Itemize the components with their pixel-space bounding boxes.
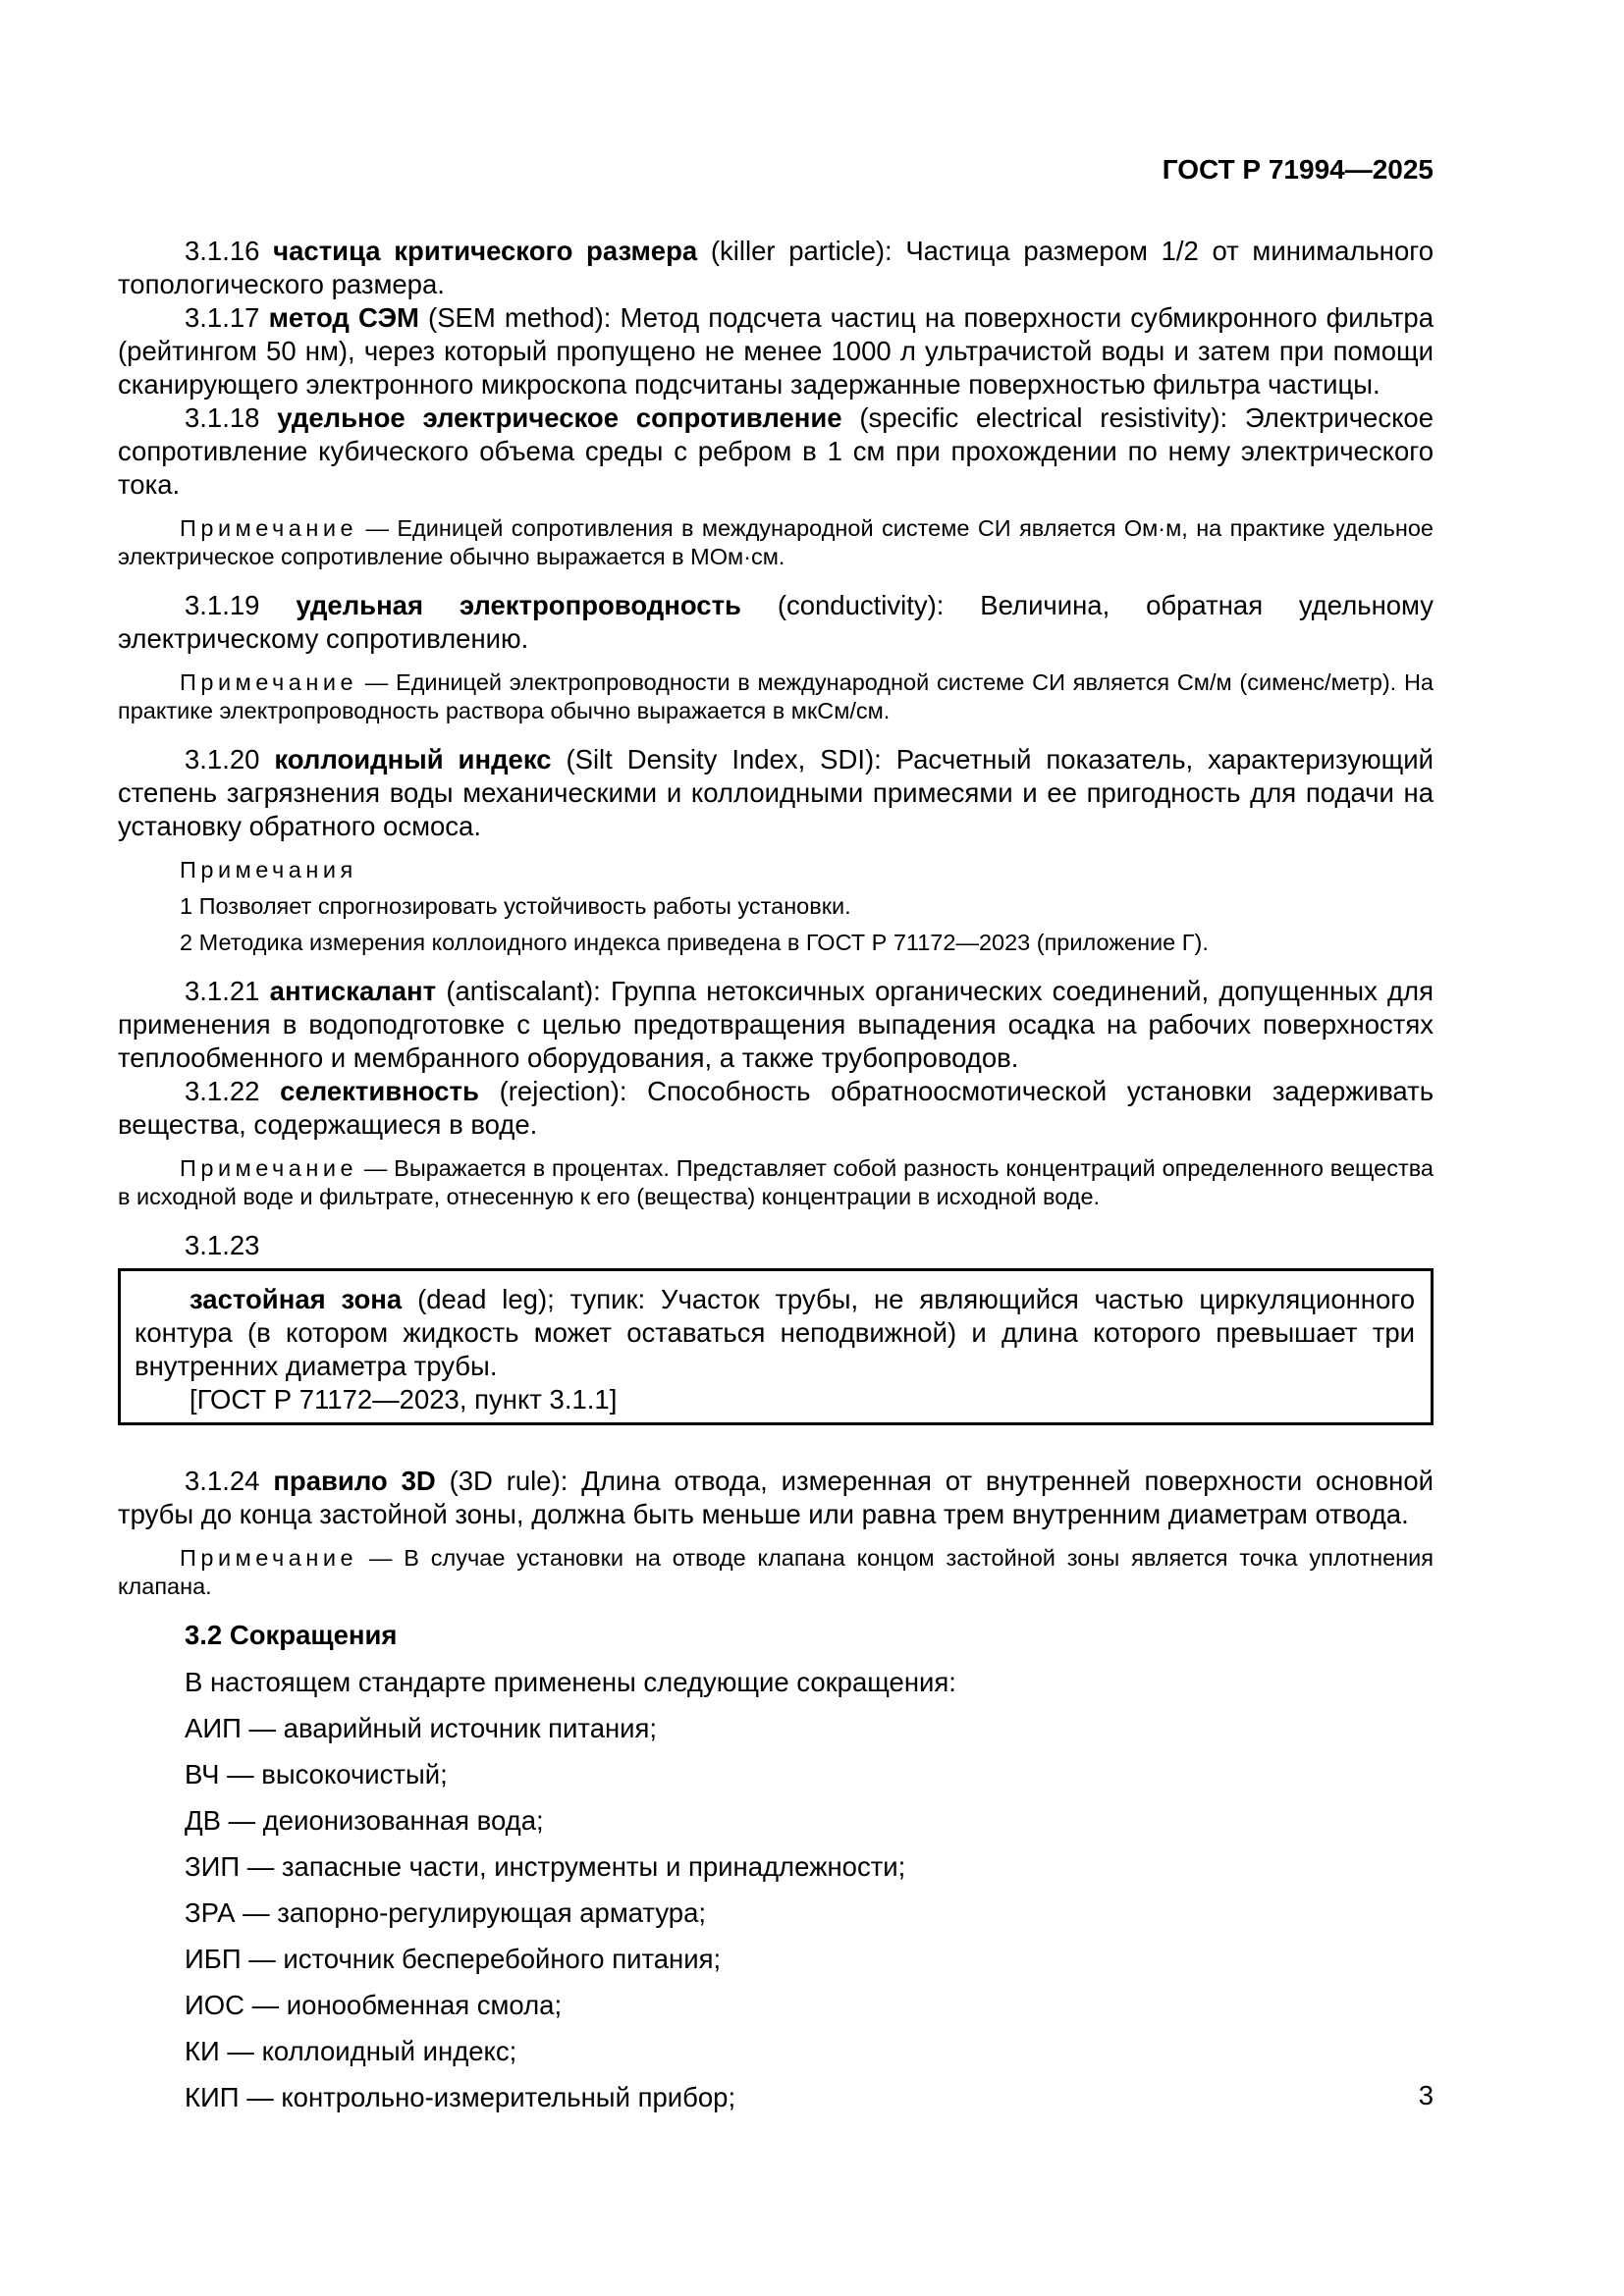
running-header: ГОСТ Р 71994—2025 [1162,154,1434,185]
term-number: 3.1.18 [185,402,260,433]
term-name: удельная электропроводность [296,590,741,620]
term-name: частица критического размера [273,236,698,266]
note-text: — В случае установки на отводе клапана концом застойной зоны является точка уплотнения клапана. [118,1545,1435,1599]
term-name: коллоидный индекс [274,744,552,774]
abbreviation-item-kip: КИП — контрольно-измерительный прибор; [185,2082,736,2112]
note-label: Примечание [180,515,358,541]
note-label: Примечание [180,1155,358,1181]
note-label: Примечание [180,669,358,695]
quote-definition-paragraph [135,1283,1415,1383]
term-name: метод СЭМ [268,302,419,333]
term-paragraph-3-1-21 [118,975,1434,1075]
term-number: 3.1.16 [185,236,260,266]
term-number: 3.1.22 [185,1076,260,1106]
term-definition: (specific electrical resistivity): Электрическое сопротивление кубического объема среды с ребром в 1 см при прохождении по нему электрического тока. [118,402,1435,500]
term-name: правило 3D [273,1466,436,1496]
page-number: 3 [1418,2080,1434,2110]
abbreviation-item-aip: АИП — аварийный источник питания; [185,1713,658,1743]
note-text: — Выражается в процентах. Представляет собой разность концентраций определенного вещества в исходной воде и фильтрате, отнесенную к его (вещества) концентрации в исходной воде. [118,1155,1435,1209]
term-number: 3.1.21 [185,976,260,1006]
quote-source: [ГОСТ Р 71172—2023, пункт 3.1.1] [189,1384,618,1415]
term-number: 3.1.24 [185,1466,260,1496]
note-rule3d [118,1544,1434,1601]
note-conductivity [118,668,1434,725]
term-number: 3.1.17 [185,302,260,333]
quote-definition: (dead leg); тупик: Участок трубы, не являющийся частью циркуляционного контура (в котором жидкость может оставаться неподвижной) и длина которого превышает три внутренних диаметра трубы. [135,1284,1416,1381]
section-heading-abbreviations: 3.2 Сокращения [185,1620,398,1650]
quote-term-name: застойная зона [189,1284,403,1314]
abbreviation-item-zip: ЗИП — запасные части, инструменты и принадлежности; [185,1851,906,1882]
abbreviation-item-zra: ЗРА — запорно-регулирующая арматура; [185,1897,706,1928]
term-definition: (antiscalant): Группа нетоксичных органических соединений, допущенных для применения в водоподготовке с целью предотвращения выпадения осадка на рабочих поверхностях теплообменного и мембранного оборудования, а также трубопроводов. [118,976,1434,1073]
term-paragraph-3-1-19 [118,589,1434,656]
term-paragraph-3-1-17 [118,301,1434,401]
abbreviation-item-ki: КИ — коллоидный индекс; [185,2036,517,2066]
term-definition: (Silt Density Index, SDI): Расчетный показатель, характеризующий степень загрязнения воды механическими и коллоидными примесями и ее пригодность для подачи на установку обратного осмоса. [118,744,1435,841]
abbreviation-item-ibp: ИБП — источник бесперебойного питания; [185,1944,722,1974]
term-definition: (rejection): Способность обратноосмотической установки задерживать вещества, содержащиеся в воде. [118,1076,1435,1140]
term-definition: (killer particle): Частица размером 1/2 от минимального топологического размера. [118,236,1435,299]
term-paragraph-3-1-18 [118,401,1434,502]
term-name: удельное электрическое сопротивление [277,402,842,433]
abbreviations-intro: В настоящем стандарте применены следующие сокращения: [185,1667,956,1697]
term-definition: (3D rule): Длина отвода, измеренная от внутренней поверхности основной трубы до конца застойной зоны, должна быть меньше или равна трем внутренним диаметрам отвода. [118,1466,1435,1529]
abbreviation-item-dv: ДВ — деионизованная вода; [185,1805,544,1836]
note-item-1: 1 Позволяет спрогнозировать устойчивость работы установки. [180,893,851,919]
term-definition: (conductivity): Величина, обратная удельному электрическому сопротивлению. [118,590,1435,654]
term-number: 3.1.20 [185,744,260,774]
note-resistivity [118,514,1434,571]
note-rejection [118,1154,1434,1211]
notes-group-sdi [118,856,1434,957]
abbreviation-item-vch: ВЧ — высокочистый; [185,1759,448,1789]
term-definition: (SEM method): Метод подсчета частиц на поверхности субмикронного фильтра (рейтингом 50 нм), через который пропущено не менее 1000 л ультрачистой воды и затем при помощи сканирующего электронного микроскопа подсчитаны задержанные поверхностью фильтра частицы. [118,302,1435,400]
quote-box [118,1268,1434,1425]
term-name: селективность [280,1076,479,1106]
term-paragraph-3-1-24 [118,1465,1434,1531]
note-label: Примечания [180,857,357,882]
term-number-3-1-23: 3.1.23 [185,1230,260,1260]
term-paragraph-3-1-22 [118,1075,1434,1142]
term-name: антискалант [269,976,437,1006]
note-label: Примечание [180,1545,358,1571]
note-item-2: 2 Методика измерения коллоидного индекса приведена в ГОСТ Р 71172—2023 (приложение Г). [180,930,1209,955]
note-text: — Единицей сопротивления в международной системе СИ является Ом·м, на практике удельное электрическое сопротивление обычно выражается в МОм·см. [118,515,1434,569]
term-paragraph-3-1-20 [118,743,1434,843]
term-number: 3.1.19 [185,590,260,620]
term-paragraph-3-1-16 [118,235,1434,301]
abbreviation-item-ios: ИОС — ионообменная смола; [185,1990,563,2020]
notes-heading [118,856,1434,884]
note-text: — Единицей электропроводности в международной системе СИ является См/м (сименс/метр). На практике электропроводность раствора обычно выражается в мкСм/см. [118,669,1434,723]
